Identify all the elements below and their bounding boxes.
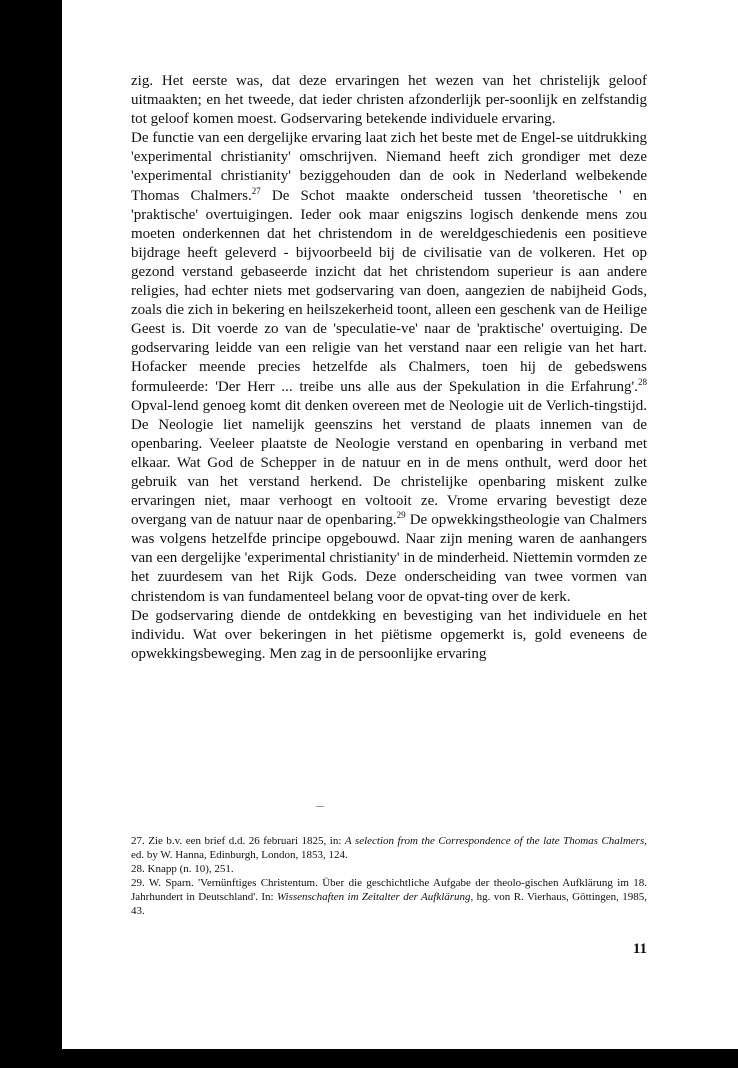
paragraph-2-text-c: Opval-lend genoeg komt dit denken overeen met de Neologie uit de Verlich-tingstijd. De Neologie liet namelijk geenszins het verstand de plaats innemen van de openbaring. Veeleer plaatste de Neologie verstand en openbaring in verband met elkaar. Wat God de Schepper in de natuur en in de mens onthult, werd door het gebruik van het verstand herkend. De christelijke openbaring miskent zulke ervaringen niet, maar verhoogt en voltooit ze. Vrome ervaring bevestigt deze overgang van de natuur naar de openbaring. [131, 397, 647, 529]
body-text [131, 72, 647, 664]
footnote-27-text-b: , ed. by W. Hanna, Edinburgh, London, 1853, 124. [131, 835, 647, 861]
paragraph-2-text-d: De opwekkingstheologie van Chalmers was volgens hetzelfde principe opgebouwd. Naar zijn mening waren de aanhangers van een dergelijke 'experimental christianity' in de minderheid. Niettemin vormden ze het zuurdesem van het Rijk Gods. Deze onderscheiding van twee vormen van christendom is van fundamenteel belang voor de opvat-ting over de kerk. [131, 512, 647, 605]
footnote-27-title: A selection from the Correspondence of the late Thomas Chalmers [344, 835, 645, 847]
footnote-28-text: 28. Knapp (n. 10), 251. [131, 863, 234, 875]
footnote-ref-27: 27 [251, 185, 261, 196]
page-number: 11 [632, 941, 647, 957]
footnotes [131, 834, 647, 918]
paragraph-2-text-a: De functie van een dergelijke ervaring laat zich het beste met de Engel-se uitdrukking 'experimental christianity' omschrijven. Niemand heeft zich grondiger met deze 'experimental christianity' beziggehouden dan de ook in Nederland welbekende Thomas Chalmers. [131, 130, 647, 204]
paragraph-3-text: De godservaring diende de ontdekking en bevestiging van het individuele en het individu. Wat over bekeringen in het piëtisme opgemerkt is, gold eveneens de opwekkingsbeweging. Men zag in de persoonlijke ervaring [131, 607, 647, 662]
footnote-28 [131, 862, 647, 876]
footnote-29-text-a: 29. W. Sparn. 'Vernünftiges Christentum. Über die geschichtliche Aufgabe der theolo-gischen Aufklärung im 18. Jahrhundert in Deutschland'. In: [131, 877, 647, 903]
footnote-29-title: Wissenschaften im Zeitalter der Aufklärung [276, 891, 471, 903]
footnote-ref-29: 29 [396, 510, 406, 521]
paragraph-1 [131, 72, 647, 129]
paragraph-2 [131, 129, 647, 606]
paragraph-1-text: zig. Het eerste was, dat deze ervaringen het wezen van het christelijk geloof uitmaakten; en het tweede, dat ieder christen afzonderlijk per-soonlijk en zelfstandig tot geloof komen moest. Godservaring betekende individuele ervaring. [131, 73, 647, 128]
scan-edge-bottom [0, 1049, 738, 1068]
footnote-separator [316, 806, 324, 807]
paragraph-2-text-b: De Schot maakte onderscheid tussen 'theoretische ' en 'praktische' overtuigingen. Ieder ook maar enigszins logisch denkende mens zou moeten onderkennen dat het christendom in de wereldgeschiedenis een positieve bijdrage heeft geleverd - bijvoorbeeld bij de civilisatie van de volkeren. Het op gezond verstand gebaseerde inzicht dat het christendom superieur is aan andere religies, had echter niets met godservaring van doen, aangezien de nabijheid Gods, zoals die zich in bekering en heilszekerheid toont, alleen een geschenk van de Heilige Geest is. Dit voerde zo van de 'speculatie-ve' naar de 'praktische' overtuiging. De godservaring leidde van een religie van het verstand naar een religie van het hart. Hofacker meende precies hetzelfde als Chalmers, toen hij de gebedswens formuleerde: 'Der Herr ... treibe uns alle aus der Spekulation in die Erfahrung'. [131, 187, 647, 395]
footnote-29 [131, 876, 647, 918]
paragraph-3 [131, 607, 647, 664]
footnote-29-text-b: , hg. von R. Vierhaus, Göttingen, 1985, 43. [131, 891, 648, 917]
footnote-ref-28: 28 [638, 376, 647, 387]
scan-edge-left [0, 0, 62, 1068]
footnote-27-text-a: 27. Zie b.v. een brief d.d. 26 februari 1825, in: [131, 835, 345, 847]
footnote-27 [131, 834, 647, 862]
